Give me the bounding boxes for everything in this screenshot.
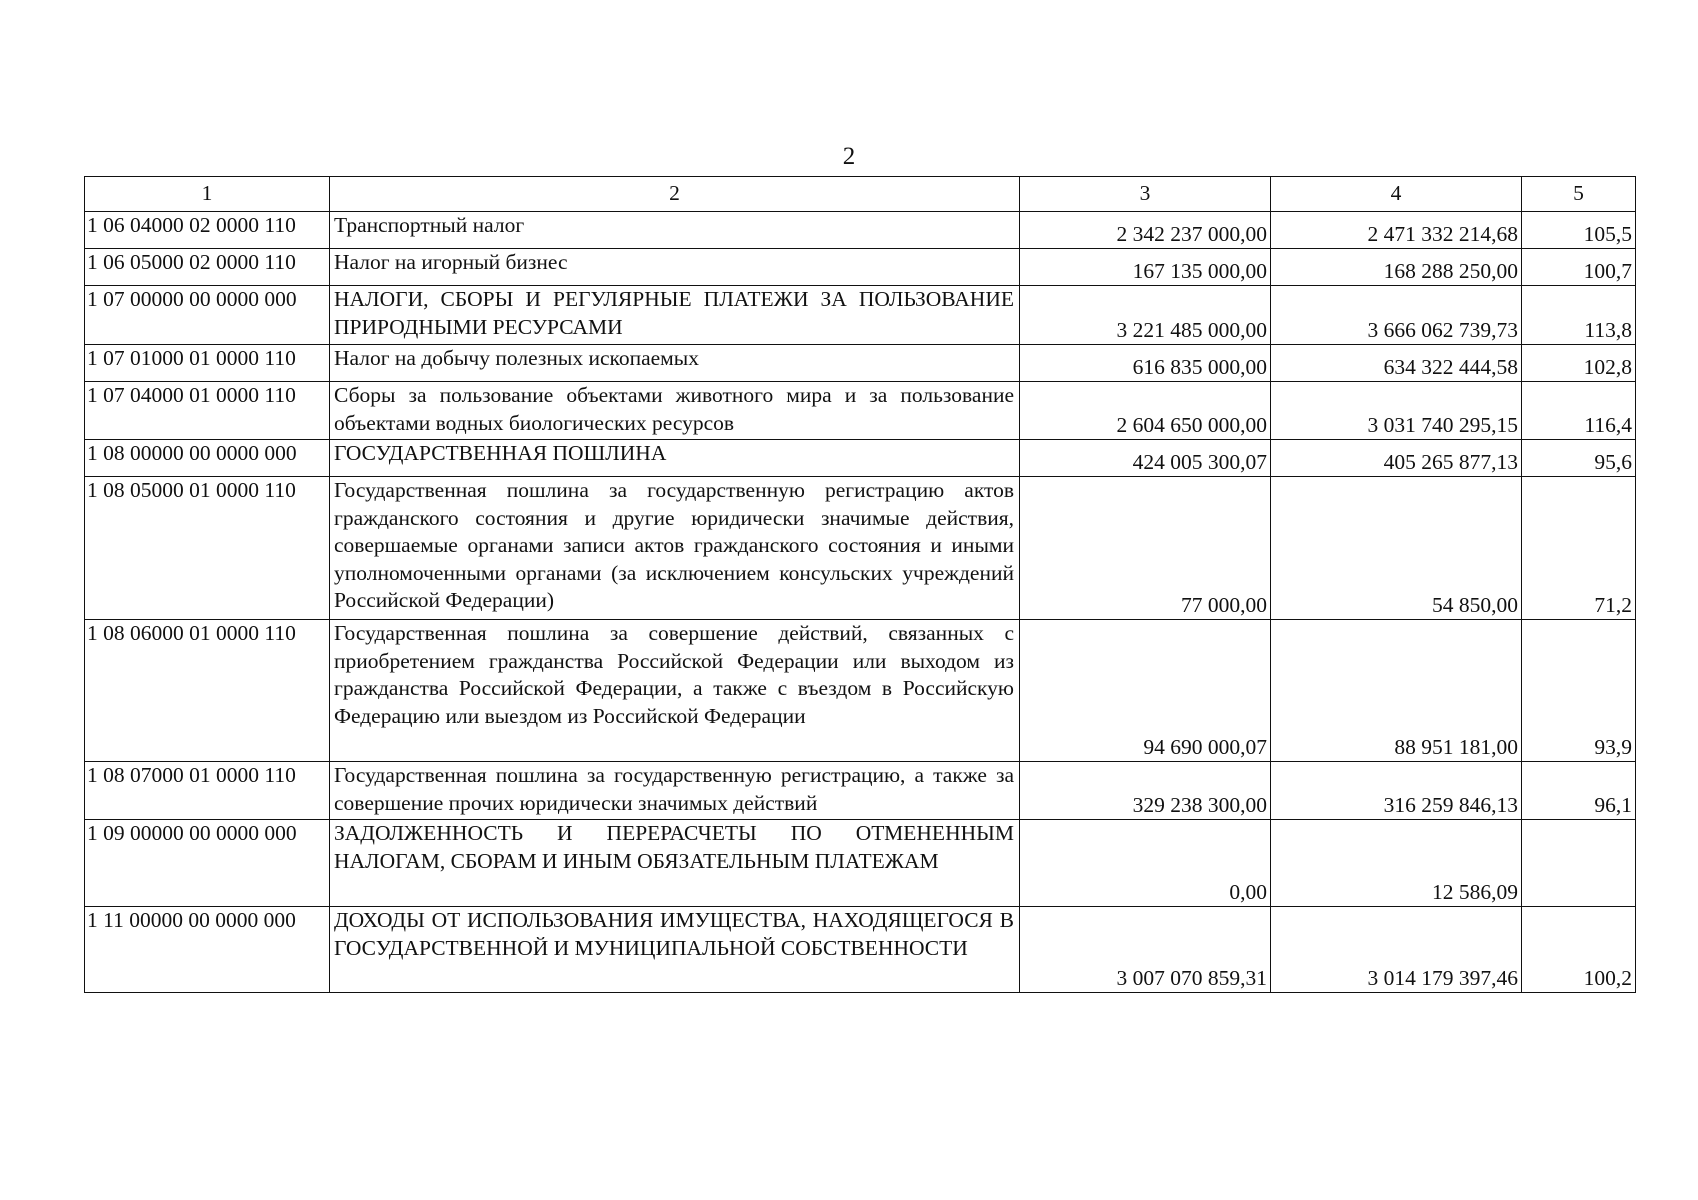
row-name: Государственная пошлина за государственную регистрацию актов гражданского состояния и другие юридически значимые действия, совершаемые органами записи актов гражданского состояния и иными уполномоченными органами (за исключением консульских учреждений Российской Федерации) [330, 477, 1020, 620]
column-header-3: 3 [1020, 177, 1271, 212]
table-row [85, 286, 1636, 345]
row-col5-percent: 96,1 [1522, 762, 1636, 820]
table-row [85, 820, 1636, 907]
budget-table [84, 176, 1636, 993]
table-row [85, 440, 1636, 477]
row-code: 1 06 04000 02 0000 110 [85, 212, 330, 249]
row-name: Налог на игорный бизнес [330, 249, 1020, 286]
row-name: Сборы за пользование объектами животного мира и за пользование объектами водных биологических ресурсов [330, 382, 1020, 440]
row-col5-percent: 100,2 [1522, 907, 1636, 993]
row-name: Транспортный налог [330, 212, 1020, 249]
row-col3-value: 3 007 070 859,31 [1020, 907, 1271, 993]
row-code: 1 07 01000 01 0000 110 [85, 345, 330, 382]
row-col3-value: 3 221 485 000,00 [1020, 286, 1271, 345]
row-name: Налог на добычу полезных ископаемых [330, 345, 1020, 382]
row-code: 1 08 05000 01 0000 110 [85, 477, 330, 620]
table-row [85, 477, 1636, 620]
row-code: 1 09 00000 00 0000 000 [85, 820, 330, 907]
row-col4-value: 3 014 179 397,46 [1271, 907, 1522, 993]
row-name: ДОХОДЫ ОТ ИСПОЛЬЗОВАНИЯ ИМУЩЕСТВА, НАХОДЯЩЕГОСЯ В ГОСУДАРСТВЕННОЙ И МУНИЦИПАЛЬНОЙ СОБСТВЕННОСТИ [330, 907, 1020, 993]
row-col4-value: 2 471 332 214,68 [1271, 212, 1522, 249]
column-header-2: 2 [330, 177, 1020, 212]
row-col5-percent: 113,8 [1522, 286, 1636, 345]
row-code: 1 11 00000 00 0000 000 [85, 907, 330, 993]
row-col4-value: 3 031 740 295,15 [1271, 382, 1522, 440]
table-row [85, 907, 1636, 993]
table-row [85, 620, 1636, 762]
row-col3-value: 167 135 000,00 [1020, 249, 1271, 286]
column-header-5: 5 [1522, 177, 1636, 212]
row-code: 1 08 06000 01 0000 110 [85, 620, 330, 762]
header-row [85, 177, 1636, 212]
row-col5-percent: 100,7 [1522, 249, 1636, 286]
table-row [85, 249, 1636, 286]
row-name: ЗАДОЛЖЕННОСТЬ И ПЕРЕРАСЧЕТЫ ПО ОТМЕНЕННЫМ НАЛОГАМ, СБОРАМ И ИНЫМ ОБЯЗАТЕЛЬНЫМ ПЛАТЕЖАМ [330, 820, 1020, 907]
row-col3-value: 329 238 300,00 [1020, 762, 1271, 820]
row-col3-value: 424 005 300,07 [1020, 440, 1271, 477]
row-col5-percent: 116,4 [1522, 382, 1636, 440]
row-col4-value: 3 666 062 739,73 [1271, 286, 1522, 345]
row-col3-value: 0,00 [1020, 820, 1271, 907]
column-header-1: 1 [85, 177, 330, 212]
row-code: 1 06 05000 02 0000 110 [85, 249, 330, 286]
row-col3-value: 616 835 000,00 [1020, 345, 1271, 382]
row-code: 1 08 07000 01 0000 110 [85, 762, 330, 820]
row-col4-value: 634 322 444,58 [1271, 345, 1522, 382]
row-col5-percent: 71,2 [1522, 477, 1636, 620]
row-col3-value: 94 690 000,07 [1020, 620, 1271, 762]
table-row [85, 762, 1636, 820]
row-col5-percent [1522, 820, 1636, 907]
row-name: НАЛОГИ, СБОРЫ И РЕГУЛЯРНЫЕ ПЛАТЕЖИ ЗА ПОЛЬЗОВАНИЕ ПРИРОДНЫМИ РЕСУРСАМИ [330, 286, 1020, 345]
row-col5-percent: 93,9 [1522, 620, 1636, 762]
row-col4-value: 12 586,09 [1271, 820, 1522, 907]
row-col4-value: 316 259 846,13 [1271, 762, 1522, 820]
row-name: Государственная пошлина за совершение действий, связанных с приобретением гражданства Российской Федерации или выходом из гражданства Российской Федерации, а также с въездом в Российскую Федерацию или выездом из Российской Федерации [330, 620, 1020, 762]
column-header-4: 4 [1271, 177, 1522, 212]
row-code: 1 08 00000 00 0000 000 [85, 440, 330, 477]
row-code: 1 07 00000 00 0000 000 [85, 286, 330, 345]
row-col3-value: 2 342 237 000,00 [1020, 212, 1271, 249]
row-col3-value: 2 604 650 000,00 [1020, 382, 1271, 440]
row-col4-value: 88 951 181,00 [1271, 620, 1522, 762]
table-row [85, 345, 1636, 382]
row-code: 1 07 04000 01 0000 110 [85, 382, 330, 440]
row-col4-value: 405 265 877,13 [1271, 440, 1522, 477]
row-col5-percent: 95,6 [1522, 440, 1636, 477]
table-row [85, 382, 1636, 440]
row-col5-percent: 105,5 [1522, 212, 1636, 249]
row-col5-percent: 102,8 [1522, 345, 1636, 382]
row-col4-value: 168 288 250,00 [1271, 249, 1522, 286]
row-name: ГОСУДАРСТВЕННАЯ ПОШЛИНА [330, 440, 1020, 477]
page-number: 2 [842, 143, 856, 170]
row-col3-value: 77 000,00 [1020, 477, 1271, 620]
row-name: Государственная пошлина за государственную регистрацию, а также за совершение прочих юридически значимых действий [330, 762, 1020, 820]
table-row [85, 212, 1636, 249]
row-col4-value: 54 850,00 [1271, 477, 1522, 620]
